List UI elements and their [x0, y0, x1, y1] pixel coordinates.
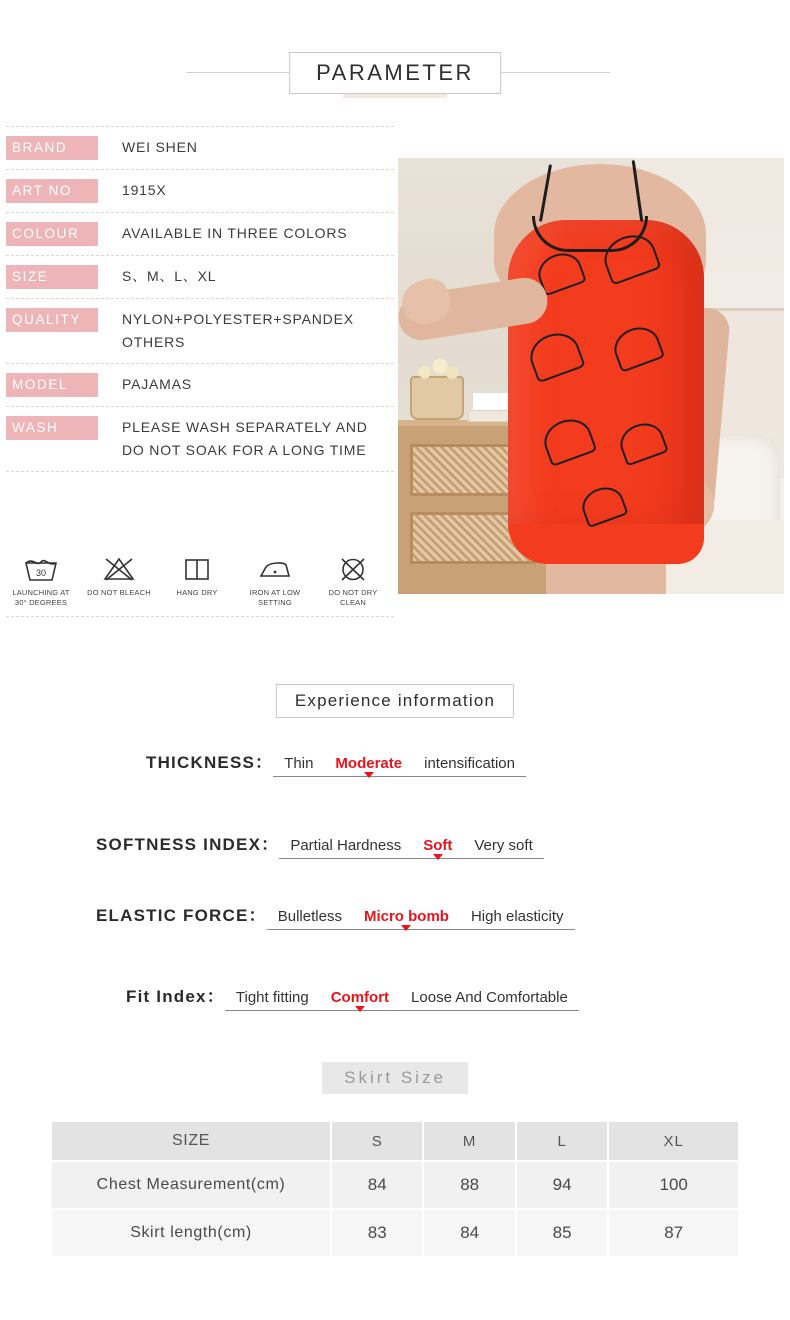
header-title-box — [289, 52, 501, 94]
care-item — [240, 552, 310, 608]
size-table-header-cell: SIZE — [51, 1121, 331, 1161]
parameter-label-colour: COLOUR — [6, 222, 98, 246]
svg-text:30: 30 — [35, 568, 47, 578]
size-table-cell: 87 — [608, 1209, 739, 1257]
selection-marker-icon — [433, 854, 443, 860]
size-table-header-cell: XL — [608, 1121, 739, 1161]
experience-scale-elastic — [267, 908, 575, 930]
parameter-row — [6, 407, 394, 472]
experience-option[interactable]: Bulletless — [277, 908, 342, 925]
photo-bottom-edge — [398, 594, 784, 600]
experience-label-thickness: THICKNESS： — [146, 753, 274, 772]
parameter-label-model: MODEL — [6, 373, 98, 397]
experience-option[interactable]: Partial Hardness — [290, 837, 402, 854]
size-table-cell: 88 — [423, 1161, 515, 1209]
care-item — [6, 552, 76, 608]
table-row — [51, 1161, 739, 1209]
wash-30-icon — [6, 552, 76, 586]
table-row — [51, 1209, 739, 1257]
care-item — [162, 552, 232, 608]
parameter-row — [6, 170, 394, 213]
parameter-label-art-no: ART NO — [6, 179, 98, 203]
parameter-value-art-no: 1915X — [122, 182, 167, 198]
size-table-cell: 94 — [516, 1161, 608, 1209]
parameter-table — [6, 126, 394, 472]
experience-option-selected[interactable]: Comfort — [320, 989, 400, 1006]
parameter-value-brand: WEI SHEN — [122, 139, 198, 155]
size-table-cell: 100 — [608, 1161, 739, 1209]
selection-marker-icon — [401, 925, 411, 931]
experience-option[interactable]: Thin — [284, 755, 314, 772]
experience-row-elastic — [96, 901, 575, 930]
size-table-cell: 85 — [516, 1209, 608, 1257]
parameter-value-model: PAJAMAS — [122, 376, 192, 392]
parameter-row — [6, 299, 394, 364]
experience-title-box — [276, 684, 514, 718]
care-instructions — [6, 552, 394, 617]
size-table-row-label: Chest Measurement(cm) — [51, 1161, 331, 1209]
selection-marker-icon — [364, 772, 374, 778]
parameter-label-brand: BRAND — [6, 136, 98, 160]
experience-row-thickness — [146, 748, 526, 777]
header-rule-right — [490, 72, 610, 73]
skirt-size-title: Skirt Size — [322, 1062, 468, 1094]
no-bleach-icon — [84, 552, 154, 586]
size-table-cell: 83 — [331, 1209, 423, 1257]
photo-dress-neckline — [532, 216, 648, 252]
experience-scale-fit — [225, 989, 579, 1011]
experience-option[interactable]: Loose And Comfortable — [411, 989, 568, 1006]
size-table-header-cell: M — [423, 1121, 515, 1161]
experience-row-softness — [96, 830, 544, 859]
parameter-label-quality: QUALITY — [6, 308, 98, 332]
iron-low-icon — [240, 552, 310, 586]
care-caption: DO NOT BLEACH — [87, 588, 151, 597]
no-dry-clean-icon — [318, 552, 388, 586]
photo-flowers — [416, 354, 460, 384]
size-table-header-cell: L — [516, 1121, 608, 1161]
experience-option-selected[interactable]: Micro bomb — [353, 908, 460, 925]
parameter-label-size: SIZE — [6, 265, 98, 289]
size-table-row-label: Skirt length(cm) — [51, 1209, 331, 1257]
parameter-value-wash: PLEASE WASH SEPARATELY AND DO NOT SOAK FOR A LONG TIME — [122, 419, 368, 458]
experience-option-selected[interactable]: Moderate — [324, 755, 413, 772]
parameter-value-colour: AVAILABLE IN THREE COLORS — [122, 225, 348, 241]
page-header — [0, 22, 790, 102]
photo-model — [486, 158, 718, 600]
experience-option[interactable]: Tight fitting — [235, 989, 309, 1006]
care-caption: LAUNCHING AT 30° DEGREES — [12, 588, 70, 607]
hang-dry-icon — [162, 552, 232, 586]
size-table-header-row — [51, 1121, 739, 1161]
care-caption: IRON AT LOW SETTING — [249, 588, 301, 607]
size-table-cell: 84 — [331, 1161, 423, 1209]
size-table — [50, 1120, 740, 1258]
product-photo — [398, 158, 784, 600]
parameter-row — [6, 256, 394, 299]
care-caption: DO NOT DRY CLEAN — [328, 588, 378, 607]
size-table-header-cell: S — [331, 1121, 423, 1161]
header-rule-left — [186, 72, 306, 73]
page-title: PARAMETER — [316, 60, 474, 85]
experience-title: Experience information — [294, 691, 496, 710]
experience-label-softness: SOFTNESS INDEX： — [96, 835, 280, 854]
parameter-label-wash: WASH — [6, 416, 98, 440]
selection-marker-icon — [355, 1006, 365, 1012]
experience-label-elastic: ELASTIC FORCE： — [96, 906, 267, 925]
parameter-row — [6, 126, 394, 170]
parameter-row — [6, 364, 394, 407]
parameter-value-size: S、M、L、XL — [122, 268, 217, 284]
experience-option[interactable]: Very soft — [474, 837, 533, 854]
care-caption: HANG DRY — [176, 588, 218, 597]
experience-scale-thickness — [273, 755, 526, 777]
experience-scale-softness — [279, 837, 543, 859]
experience-option[interactable]: High elasticity — [470, 908, 564, 925]
parameter-value-quality: NYLON+POLYESTER+SPANDEX OTHERS — [122, 311, 354, 350]
size-table-cell: 84 — [423, 1209, 515, 1257]
experience-option-selected[interactable]: Soft — [412, 837, 463, 854]
experience-label-fit: Fit Index： — [126, 987, 225, 1006]
parameter-row — [6, 213, 394, 256]
care-item — [84, 552, 154, 608]
experience-option[interactable]: intensification — [424, 755, 515, 772]
experience-row-fit — [126, 982, 579, 1011]
care-item — [318, 552, 388, 608]
